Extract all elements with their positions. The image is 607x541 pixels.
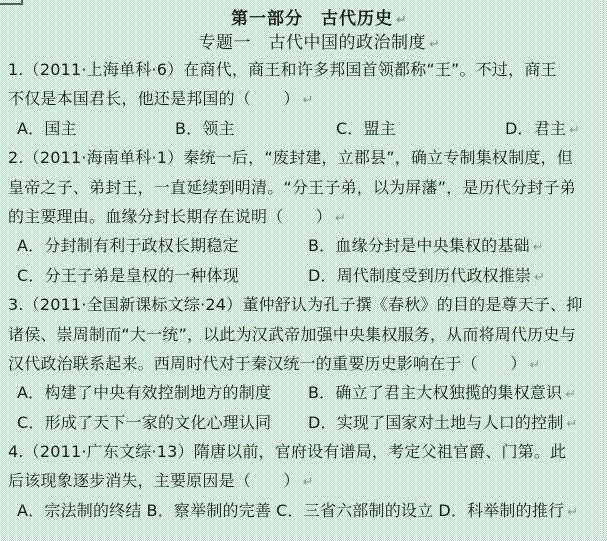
topic-heading-row [8,31,601,55]
question-3-text: 3.（2011·全国新课标文综·24）董仲舒认为孔子撰《春秋》的目的是尊天子、抑 [8,295,583,315]
option-3-b-label: B．确立了君主大权独揽的集权意识 [308,383,563,403]
option-2-c: C．分王子弟是皇权的一种体现 [17,265,239,285]
option-4-a: A．宗法制的终结 [17,500,142,520]
paragraph-mark-icon: ↵ [302,93,314,109]
question-2-line-1 [8,143,601,172]
question-3-options-row-1 [8,378,601,407]
option-3-c: C．形成了天下一家的文化心理认同 [17,412,272,432]
paragraph-mark-icon: ↵ [565,387,577,403]
question-4-line-2 [8,466,601,495]
question-4-text: 后该现象逐步消失，主要原因是（ ） [8,471,300,491]
question-3-text: 诸侯、崇周制而“大一统”，以此为汉武帝加强中央集权服务，从而将周代历史与 [8,324,576,344]
paragraph-mark-icon: ↵ [569,122,581,138]
paragraph-mark-icon: ↵ [302,475,314,491]
question-2-text: 皇帝之子、弟封王，一直延续到明清。“分王子弟，以为屏藩”，是历代分封子弟 [8,177,576,197]
question-4-text: 4.（2011·广东文综·13）隋唐以前，官府设有谱局，考定父祖官爵、门第。此 [8,442,567,462]
paragraph-mark-icon: ↵ [529,357,541,373]
option-2-b-label: B．血缘分封是中央集权的基础 [308,236,530,256]
question-1-text: 不仅是本国君长，他还是邦国的（ ） [8,89,300,109]
paragraph-mark-icon: ↵ [532,240,544,256]
question-3-text: 汉代政治联系起来。西周时代对于秦汉统一的重要历史影响在于（ ） [8,353,527,373]
question-4-options [8,496,601,525]
option-2-b [308,231,601,262]
option-4-b: B．察举制的完善 [146,500,272,520]
option-3-a: A．构建了中央有效控制地方的制度 [17,383,272,403]
question-3-line-3 [8,349,601,378]
option-1-d-label: D．君主 [505,118,567,138]
option-1-b: B．领主 [175,118,235,138]
question-2-text: 的主要理由。血缘分封长期存在说明（ ） [8,206,333,226]
question-4-line-1 [8,437,601,466]
question-3-line-2 [8,320,601,349]
paragraph-mark-icon: ↵ [429,37,441,52]
question-1-line-2 [8,84,601,113]
option-4-d [438,496,578,525]
question-2-options-row-1 [8,231,601,260]
option-1-c: C．盟主 [336,118,396,138]
table-corner-mark [0,0,23,5]
option-2-d-label: D．周代制度受到历代政权推崇 [308,265,532,285]
page-title: 第一部分 古代历史 [231,9,394,29]
option-3-b [308,378,601,409]
option-2-d [308,261,601,292]
topic-title: 专题一 古代中国的政治制度 [198,33,427,53]
question-2-options-row-2 [8,261,601,290]
option-4-c: C．三省六部制的设立 [276,500,434,520]
option-2-a: A．分封制有利于政权长期稳定 [17,236,239,256]
option-1-a: A．国主 [17,118,77,138]
question-2-line-2 [8,173,601,202]
option-1-d [505,114,601,145]
section-heading-row [8,7,601,31]
paragraph-mark-icon: ↵ [567,504,579,520]
question-1-text: 1.（2011·上海单科·6）在商代，商王和许多邦国首领都称“王”。不过，商王 [8,60,557,79]
question-2-line-3 [8,202,601,231]
question-3-options-row-2 [8,408,601,437]
paragraph-mark-icon: ↵ [566,416,578,432]
option-3-d [308,408,601,439]
question-3-line-1 [8,290,601,319]
option-4-d-label: D．科举制的推行 [438,500,565,520]
paragraph-mark-icon: ↵ [534,269,546,285]
option-3-d-label: D．实现了国家对土地与人口的控制 [308,412,564,432]
question-1-line-1 [8,55,601,84]
question-1-options [8,114,601,143]
paragraph-mark-icon: ↵ [396,13,408,28]
paragraph-mark-icon: ↵ [335,210,347,226]
question-2-text: 2.（2011·海南单科·1）秦统一后，“废封建，立郡县”，确立专制集权制度，但 [8,148,573,168]
